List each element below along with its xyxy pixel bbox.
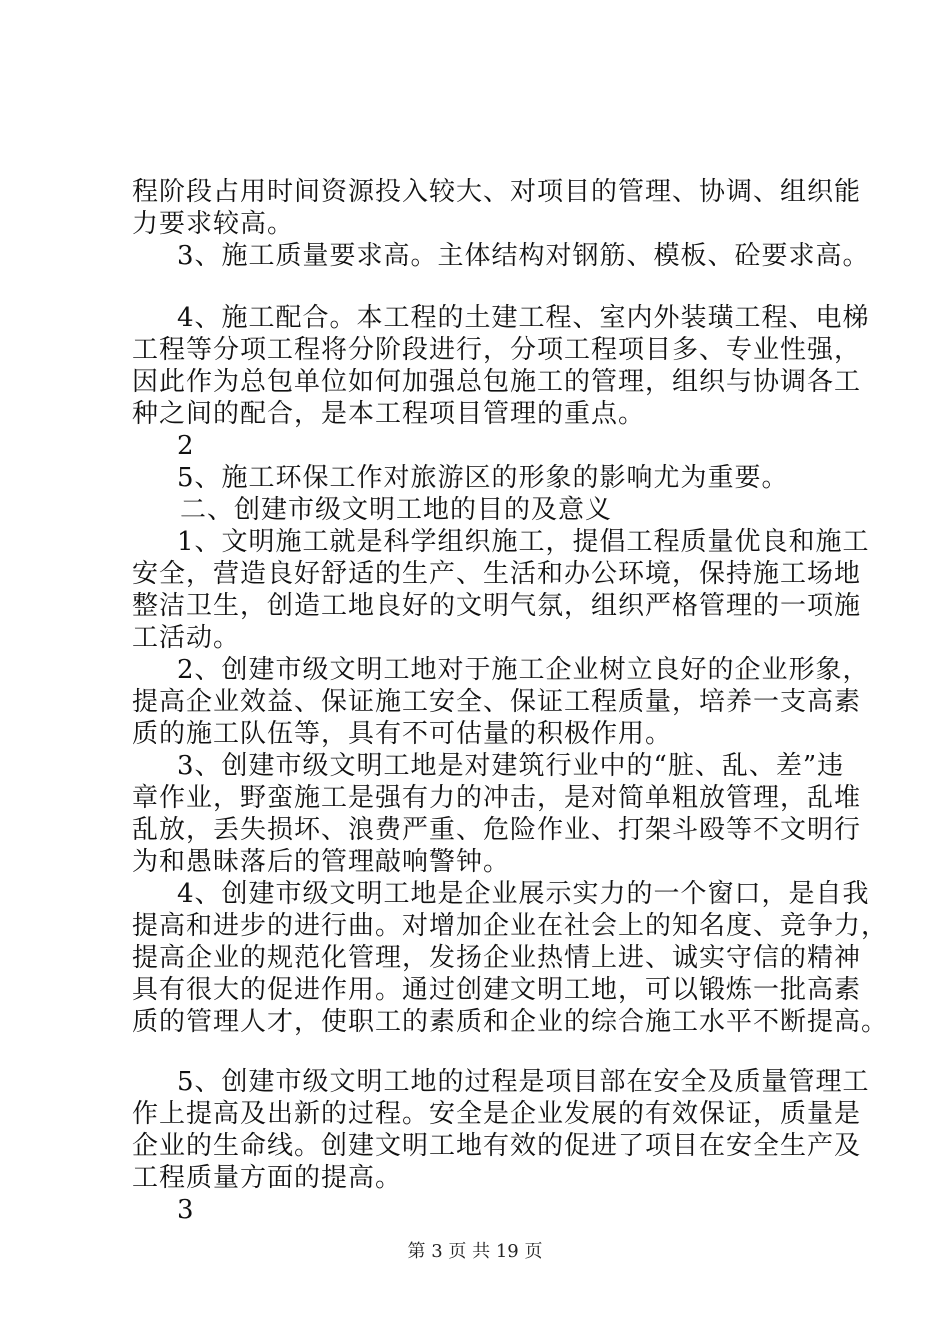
text-line: 1、文明施工就是科学组织施工，提倡工程质量优良和施工 (177, 527, 870, 557)
text-line: 3、创建市级文明工地是对建筑行业中的“脏、乱、差”违 (177, 751, 845, 781)
text-line: 工程等分项工程将分阶段进行，分项工程项目多、专业性强， (132, 335, 862, 365)
text-line: 4、创建市级文明工地是企业展示实力的一个窗口，是自我 (177, 879, 870, 909)
text-line: 整洁卫生，创造工地良好的文明气氛，组织严格管理的一项施 (132, 591, 862, 621)
page-marker: 2 (177, 431, 195, 461)
text-line: 章作业，野蛮施工是强有力的冲击，是对简单粗放管理，乱堆 (132, 783, 862, 813)
text-line: 安全，营造良好舒适的生产、生活和办公环境，保持施工场地 (132, 559, 862, 589)
text-line: 工活动。 (132, 623, 241, 653)
text-line: 种之间的配合，是本工程项目管理的重点。 (132, 399, 646, 429)
text-line: 5、施工环保工作对旅游区的形象的影响尤为重要。 (177, 463, 789, 493)
text-line: 作上提高及出新的过程。安全是企业发展的有效保证，质量是 (132, 1099, 862, 1129)
section-heading: 二、创建市级文明工地的目的及意义 (180, 495, 613, 525)
text-line: 工程质量方面的提高。 (132, 1163, 403, 1193)
text-line: 因此作为总包单位如何加强总包施工的管理，组织与协调各工 (132, 367, 862, 397)
text-line: 5、创建市级文明工地的过程是项目部在安全及质量管理工 (177, 1067, 870, 1097)
page-marker: 3 (177, 1195, 195, 1225)
text-line: 提高企业效益、保证施工安全、保证工程质量，培养一支高素 (132, 687, 862, 717)
text-line: 具有很大的促进作用。通过创建文明工地，可以锻炼一批高素 (132, 975, 862, 1005)
text-line: 4、施工配合。本工程的土建工程、室内外装璜工程、电梯 (177, 303, 870, 333)
text-line: 质的管理人才，使职工的素质和企业的综合施工水平不断提高。 (132, 1007, 889, 1037)
page-footer: 第 3 页 共 19 页 (407, 1241, 543, 1262)
text-line: 企业的生命线。创建文明工地有效的促进了项目在安全生产及 (132, 1131, 862, 1161)
text-line: 力要求较高。 (132, 209, 295, 239)
text-line: 乱放，丢失损坏、浪费严重、危险作业、打架斗殴等不文明行 (132, 815, 862, 845)
text-line: 提高和进步的进行曲。对增加企业在社会上的知名度、竞争力， (132, 911, 889, 941)
text-line: 2、创建市级文明工地对于施工企业树立良好的企业形象， (177, 655, 870, 685)
text-line: 程阶段占用时间资源投入较大、对项目的管理、协调、组织能 (132, 177, 862, 207)
text-line: 提高企业的规范化管理，发扬企业热情上进、诚实守信的精神 (132, 943, 862, 973)
text-line: 3、施工质量要求高。主体结构对钢筋、模板、砼要求高。 (177, 241, 870, 271)
text-line: 为和愚昧落后的管理敲响警钟。 (132, 847, 511, 877)
text-line: 质的施工队伍等，具有不可估量的积极作用。 (132, 719, 673, 749)
